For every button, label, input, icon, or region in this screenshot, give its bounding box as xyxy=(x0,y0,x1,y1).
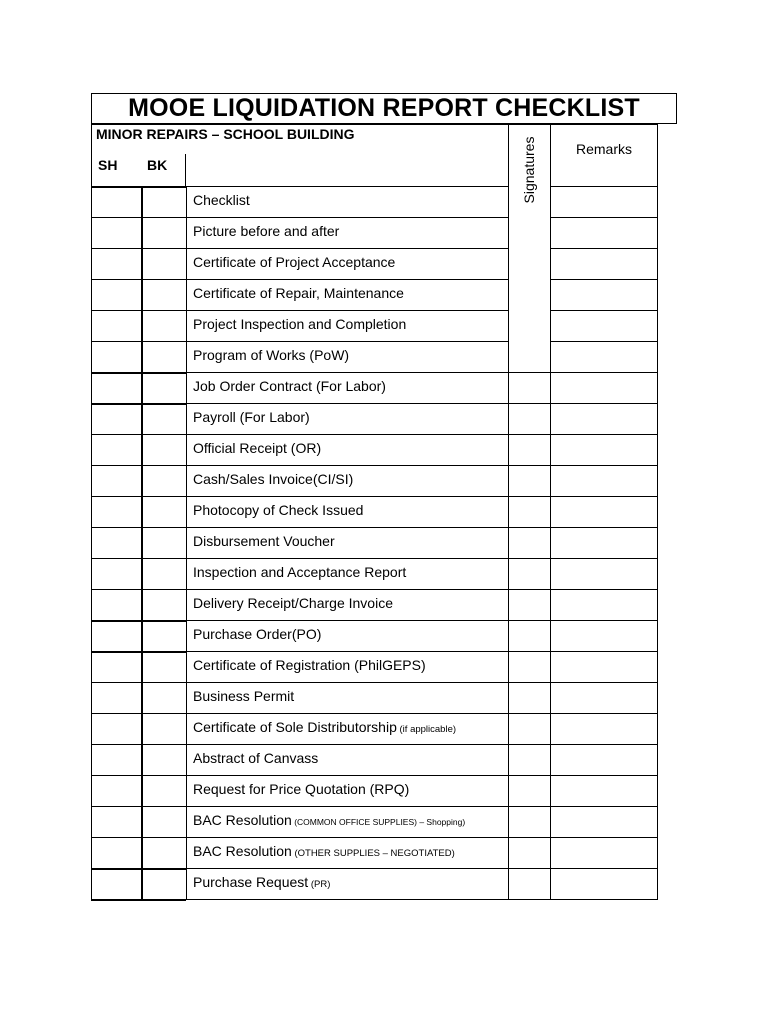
item-cell xyxy=(186,589,508,620)
sh-checkbox-cell[interactable] xyxy=(91,744,141,775)
sh-checkbox-cell[interactable] xyxy=(91,248,141,279)
item-cell xyxy=(186,837,508,868)
section-subtitle: MINOR REPAIRS – SCHOOL BUILDING xyxy=(96,126,355,142)
remarks-cell[interactable] xyxy=(550,558,658,589)
bk-checkbox-cell[interactable] xyxy=(141,558,186,589)
signature-cell[interactable] xyxy=(508,310,550,341)
bk-checkbox-cell[interactable] xyxy=(141,217,186,248)
item-label-text: Business Permit xyxy=(193,688,295,704)
signature-cell[interactable] xyxy=(508,558,550,589)
sh-checkbox-cell[interactable] xyxy=(91,806,141,837)
item-cell xyxy=(186,217,508,248)
item-label xyxy=(193,285,404,301)
item-label xyxy=(193,688,294,704)
bk-checkbox-cell[interactable] xyxy=(141,713,186,744)
item-label-text: Purchase Order(PO) xyxy=(193,626,322,642)
signature-cell[interactable] xyxy=(508,279,550,310)
item-label xyxy=(193,626,321,642)
item-cell xyxy=(186,620,508,651)
signature-cell[interactable] xyxy=(508,217,550,248)
bk-checkbox-cell[interactable] xyxy=(141,372,186,403)
signature-cell[interactable] xyxy=(508,186,550,217)
item-label xyxy=(193,440,321,456)
bk-checkbox-cell[interactable] xyxy=(141,403,186,434)
bk-checkbox-cell[interactable] xyxy=(141,310,186,341)
bk-checkbox-cell[interactable] xyxy=(141,837,186,868)
remarks-cell[interactable] xyxy=(550,403,658,434)
item-label-text: Official Receipt (OR) xyxy=(193,440,322,456)
item-label-text: Picture before and after xyxy=(193,223,340,239)
remarks-cell[interactable] xyxy=(550,868,658,899)
item-label-note: (PR) xyxy=(308,879,331,890)
remarks-cell[interactable] xyxy=(550,217,658,248)
item-label-text: Job Order Contract (For Labor) xyxy=(193,378,386,394)
signature-cell[interactable] xyxy=(508,620,550,651)
item-label xyxy=(193,781,409,797)
bk-checkbox-cell[interactable] xyxy=(141,496,186,527)
item-cell xyxy=(186,403,508,434)
signature-cell[interactable] xyxy=(508,806,550,837)
signature-cell[interactable] xyxy=(508,403,550,434)
sh-checkbox-cell[interactable] xyxy=(91,186,141,217)
remarks-cell[interactable] xyxy=(550,744,658,775)
signature-cell[interactable] xyxy=(508,775,550,806)
sh-checkbox-cell[interactable] xyxy=(91,310,141,341)
remarks-cell[interactable] xyxy=(550,186,658,217)
item-label-note: (OTHER SUPPLIES – NEGOTIATED) xyxy=(291,848,455,859)
sh-checkbox-cell[interactable] xyxy=(91,713,141,744)
item-label xyxy=(193,564,406,580)
sh-checkbox-cell[interactable] xyxy=(91,341,141,372)
signature-cell[interactable] xyxy=(508,496,550,527)
bk-checkbox-cell[interactable] xyxy=(141,775,186,806)
bk-checkbox-cell[interactable] xyxy=(141,465,186,496)
item-label xyxy=(193,595,393,611)
remarks-cell[interactable] xyxy=(550,465,658,496)
sh-checkbox-cell[interactable] xyxy=(91,434,141,465)
item-cell xyxy=(186,465,508,496)
item-cell xyxy=(186,868,508,899)
table-bottom-border xyxy=(91,899,186,901)
signatures-column-header: Signatures xyxy=(521,136,537,204)
remarks-cell[interactable] xyxy=(550,837,658,868)
bk-checkbox-cell[interactable] xyxy=(141,434,186,465)
item-label-text: Certificate of Registration (PhilGEPS) xyxy=(193,657,426,673)
signature-cell[interactable] xyxy=(508,837,550,868)
item-label xyxy=(193,750,318,766)
sh-checkbox-cell[interactable] xyxy=(91,868,141,899)
remarks-cell[interactable] xyxy=(550,775,658,806)
sh-checkbox-cell[interactable] xyxy=(91,682,141,713)
remarks-cell[interactable] xyxy=(550,341,658,372)
sh-checkbox-cell[interactable] xyxy=(91,279,141,310)
item-label-text: Cash/Sales Invoice(CI/SI) xyxy=(193,471,354,487)
item-label-text: Program of Works (PoW) xyxy=(193,347,350,363)
remarks-cell[interactable] xyxy=(550,713,658,744)
item-label-text: Request for Price Quotation (RPQ) xyxy=(193,781,410,797)
item-label-text: Certificate of Repair, Maintenance xyxy=(193,285,404,301)
remarks-column-header: Remarks xyxy=(575,141,633,157)
bk-checkbox-cell[interactable] xyxy=(141,744,186,775)
item-cell xyxy=(186,372,508,403)
signature-cell[interactable] xyxy=(508,589,550,620)
item-label-note: (if applicable) xyxy=(396,724,457,735)
sh-checkbox-cell[interactable] xyxy=(91,372,141,403)
bk-column-header: BK xyxy=(147,157,168,173)
remarks-cell[interactable] xyxy=(550,806,658,837)
item-label-text: Photocopy of Check Issued xyxy=(193,502,364,518)
item-cell xyxy=(186,310,508,341)
remarks-cell[interactable] xyxy=(550,682,658,713)
item-cell xyxy=(186,806,508,837)
sh-checkbox-cell[interactable] xyxy=(91,589,141,620)
item-label xyxy=(193,471,353,487)
item-label xyxy=(193,533,335,549)
sh-checkbox-cell[interactable] xyxy=(91,651,141,682)
item-label-text: Disbursement Voucher xyxy=(193,533,335,549)
item-label xyxy=(193,719,456,735)
item-label-text: Inspection and Acceptance Report xyxy=(193,564,407,580)
item-label-text: Abstract of Canvass xyxy=(193,750,319,766)
bk-checkbox-cell[interactable] xyxy=(141,651,186,682)
item-cell xyxy=(186,279,508,310)
item-label xyxy=(193,409,310,425)
sh-checkbox-cell[interactable] xyxy=(91,465,141,496)
item-label-note: (COMMON OFFICE SUPPLIES) – Shopping) xyxy=(291,817,466,827)
item-label xyxy=(193,502,363,518)
bk-checkbox-cell[interactable] xyxy=(141,248,186,279)
item-label xyxy=(193,192,250,208)
sh-checkbox-cell[interactable] xyxy=(91,558,141,589)
sh-checkbox-cell[interactable] xyxy=(91,620,141,651)
item-label xyxy=(193,254,395,270)
item-label-text: Certificate of Project Acceptance xyxy=(193,254,396,270)
remarks-cell[interactable] xyxy=(550,248,658,279)
title-box xyxy=(91,93,677,124)
item-label xyxy=(193,347,349,363)
bk-checkbox-cell[interactable] xyxy=(141,868,186,899)
item-label xyxy=(193,874,330,890)
bk-checkbox-cell[interactable] xyxy=(141,682,186,713)
item-label xyxy=(193,223,339,239)
signature-cell[interactable] xyxy=(508,868,550,899)
item-cell xyxy=(186,744,508,775)
signature-cell[interactable] xyxy=(508,744,550,775)
remarks-cell[interactable] xyxy=(550,279,658,310)
item-cell xyxy=(186,434,508,465)
sh-column-header: SH xyxy=(98,157,118,173)
sh-checkbox-cell[interactable] xyxy=(91,527,141,558)
signature-cell[interactable] xyxy=(508,341,550,372)
item-cell xyxy=(186,341,508,372)
remarks-cell[interactable] xyxy=(550,651,658,682)
remarks-cell[interactable] xyxy=(550,496,658,527)
item-cell xyxy=(186,713,508,744)
table-bottom-border xyxy=(186,899,658,900)
item-cell xyxy=(186,527,508,558)
sh-checkbox-cell[interactable] xyxy=(91,217,141,248)
item-label-text: Project Inspection and Completion xyxy=(193,316,407,332)
item-label-text: Purchase Request xyxy=(193,874,309,890)
remarks-cell[interactable] xyxy=(550,310,658,341)
item-label xyxy=(193,657,426,673)
item-cell xyxy=(186,248,508,279)
signature-cell[interactable] xyxy=(508,248,550,279)
header-divider xyxy=(185,154,186,186)
sh-checkbox-cell[interactable] xyxy=(91,775,141,806)
item-label-text: BAC Resolution xyxy=(193,843,292,859)
bk-checkbox-cell[interactable] xyxy=(141,186,186,217)
item-cell xyxy=(186,496,508,527)
signature-cell[interactable] xyxy=(508,372,550,403)
item-cell xyxy=(186,775,508,806)
item-label-text: BAC Resolution xyxy=(193,812,292,828)
bk-checkbox-cell[interactable] xyxy=(141,589,186,620)
item-label xyxy=(193,812,465,828)
bk-checkbox-cell[interactable] xyxy=(141,527,186,558)
remarks-cell[interactable] xyxy=(550,620,658,651)
item-label xyxy=(193,378,386,394)
item-label xyxy=(193,843,455,859)
signature-cell[interactable] xyxy=(508,527,550,558)
item-label-text: Checklist xyxy=(193,192,250,208)
item-cell xyxy=(186,558,508,589)
page-title: MOOE LIQUIDATION REPORT CHECKLIST xyxy=(128,94,640,122)
item-label-text: Delivery Receipt/Charge Invoice xyxy=(193,595,393,611)
signature-cell[interactable] xyxy=(508,434,550,465)
signature-cell[interactable] xyxy=(508,465,550,496)
item-label-text: Certificate of Sole Distributorship xyxy=(193,719,397,735)
sh-checkbox-cell[interactable] xyxy=(91,837,141,868)
item-cell xyxy=(186,186,508,217)
signature-cell[interactable] xyxy=(508,713,550,744)
bk-checkbox-cell[interactable] xyxy=(141,279,186,310)
remarks-cell[interactable] xyxy=(550,434,658,465)
bk-checkbox-cell[interactable] xyxy=(141,620,186,651)
signature-cell[interactable] xyxy=(508,682,550,713)
sh-checkbox-cell[interactable] xyxy=(91,496,141,527)
remarks-cell[interactable] xyxy=(550,527,658,558)
item-cell xyxy=(186,682,508,713)
item-cell xyxy=(186,651,508,682)
item-label xyxy=(193,316,406,332)
signature-cell[interactable] xyxy=(508,651,550,682)
bk-checkbox-cell[interactable] xyxy=(141,341,186,372)
item-label-text: Payroll (For Labor) xyxy=(193,409,310,425)
remarks-cell[interactable] xyxy=(550,372,658,403)
remarks-cell[interactable] xyxy=(550,589,658,620)
sh-checkbox-cell[interactable] xyxy=(91,403,141,434)
bk-checkbox-cell[interactable] xyxy=(141,806,186,837)
